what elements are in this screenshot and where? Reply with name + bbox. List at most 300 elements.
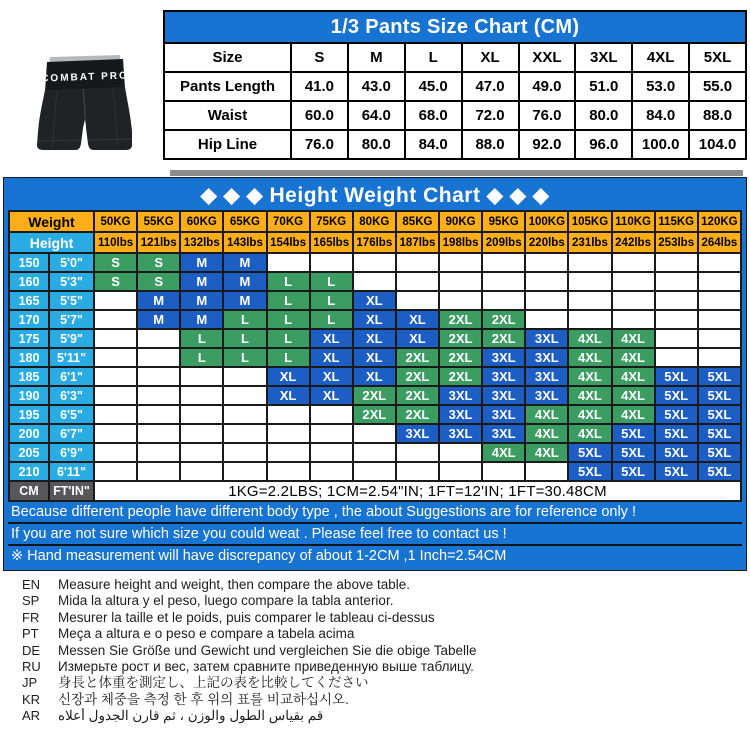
size-cell: 3XL bbox=[439, 386, 482, 405]
size-cell: L bbox=[310, 310, 353, 329]
empty-cell bbox=[525, 253, 568, 272]
height-ft-cell: 5'11" bbox=[49, 348, 94, 367]
empty-cell bbox=[698, 348, 741, 367]
size-cell: M bbox=[223, 291, 266, 310]
size-cell: XL bbox=[353, 367, 396, 386]
pants-value-cell: 68.0 bbox=[405, 101, 462, 130]
pants-col-header: 4XL bbox=[632, 43, 689, 72]
height-cm-cell: 150 bbox=[9, 253, 49, 272]
size-cell: 2XL bbox=[439, 329, 482, 348]
size-cell: L bbox=[267, 348, 310, 367]
weight-lbs-cell: 264lbs bbox=[698, 232, 741, 253]
language-text: Meça a altura e o peso e compare a tabela acima bbox=[58, 626, 355, 642]
empty-cell bbox=[180, 386, 223, 405]
size-cell: 3XL bbox=[482, 424, 525, 443]
pants-col-header: S bbox=[291, 43, 348, 72]
language-row-sp bbox=[22, 593, 750, 609]
size-cell: 3XL bbox=[482, 348, 525, 367]
empty-cell bbox=[137, 348, 180, 367]
pants-table-title: 1/3 Pants Size Chart (CM) bbox=[164, 11, 746, 43]
size-cell: 3XL bbox=[525, 329, 568, 348]
weight-kg-cell: 120KG bbox=[698, 211, 741, 232]
size-cell: L bbox=[310, 291, 353, 310]
language-text: 身長と体重を測定し、上記の表を比較してください bbox=[58, 675, 369, 691]
pants-value-cell: 53.0 bbox=[632, 72, 689, 101]
language-code: JP bbox=[22, 675, 38, 691]
empty-cell bbox=[698, 253, 741, 272]
weight-header-row bbox=[9, 211, 741, 232]
empty-cell bbox=[94, 424, 137, 443]
pants-value-cell: 60.0 bbox=[291, 101, 348, 130]
height-data-row bbox=[9, 424, 741, 443]
size-cell: 4XL bbox=[612, 405, 655, 424]
empty-cell bbox=[698, 272, 741, 291]
pants-data-row bbox=[164, 130, 746, 159]
empty-cell bbox=[698, 291, 741, 310]
empty-cell bbox=[94, 367, 137, 386]
size-cell: 5XL bbox=[698, 424, 741, 443]
height-cm-cell: 210 bbox=[9, 462, 49, 481]
empty-cell bbox=[396, 253, 439, 272]
empty-cell bbox=[353, 253, 396, 272]
size-cell: 4XL bbox=[525, 443, 568, 462]
height-cm-cell: 160 bbox=[9, 272, 49, 291]
empty-cell bbox=[698, 310, 741, 329]
height-weight-chart-title: ◆ ◆ ◆ Height Weight Chart ◆ ◆ ◆ bbox=[200, 184, 550, 207]
notice-banners bbox=[8, 502, 742, 566]
empty-cell bbox=[655, 253, 698, 272]
size-cell: 4XL bbox=[482, 443, 525, 462]
empty-cell bbox=[655, 348, 698, 367]
weight-kg-cell: 65KG bbox=[223, 211, 266, 232]
empty-cell bbox=[439, 291, 482, 310]
height-ft-cell: 6'11" bbox=[49, 462, 94, 481]
size-cell: 5XL bbox=[612, 443, 655, 462]
size-cell: 2XL bbox=[439, 367, 482, 386]
language-row-jp bbox=[22, 675, 750, 691]
empty-cell bbox=[267, 424, 310, 443]
pants-value-cell: 45.0 bbox=[405, 72, 462, 101]
weight-lbs-cell: 165lbs bbox=[310, 232, 353, 253]
empty-cell bbox=[180, 443, 223, 462]
footer-row bbox=[9, 481, 741, 501]
weight-label: Weight bbox=[9, 211, 94, 232]
pants-value-cell: 64.0 bbox=[348, 101, 405, 130]
empty-cell bbox=[396, 443, 439, 462]
language-code: FR bbox=[22, 609, 40, 625]
language-row-fr bbox=[22, 610, 750, 626]
height-ft-cell: 5'3" bbox=[49, 272, 94, 291]
notice-banner: ※ Hand measurement will have discrepancy of about 1-2CM ,1 Inch=2.54CM bbox=[8, 544, 742, 566]
language-code: EN bbox=[22, 577, 41, 592]
size-cell: 4XL bbox=[612, 348, 655, 367]
height-cm-cell: 185 bbox=[9, 367, 49, 386]
pants-data-row bbox=[164, 101, 746, 130]
language-code: DE bbox=[22, 642, 41, 658]
empty-cell bbox=[482, 291, 525, 310]
empty-cell bbox=[353, 424, 396, 443]
size-cell: M bbox=[223, 253, 266, 272]
size-cell: 2XL bbox=[396, 405, 439, 424]
size-cell: M bbox=[137, 310, 180, 329]
height-cm-cell: 165 bbox=[9, 291, 49, 310]
empty-cell bbox=[137, 329, 180, 348]
empty-cell bbox=[137, 462, 180, 481]
height-ft-cell: 5'0" bbox=[49, 253, 94, 272]
empty-cell bbox=[396, 462, 439, 481]
pants-data-row bbox=[164, 72, 746, 101]
pants-value-cell: 88.0 bbox=[689, 101, 746, 130]
size-cell: 4XL bbox=[568, 424, 611, 443]
size-cell: M bbox=[180, 310, 223, 329]
empty-cell bbox=[439, 253, 482, 272]
size-cell: XL bbox=[310, 348, 353, 367]
height-ft-cell: 5'7" bbox=[49, 310, 94, 329]
size-cell: 5XL bbox=[655, 386, 698, 405]
size-cell: XL bbox=[267, 386, 310, 405]
size-cell: 3XL bbox=[482, 405, 525, 424]
height-weight-chart bbox=[3, 177, 747, 571]
empty-cell bbox=[353, 462, 396, 481]
size-cell: 5XL bbox=[698, 443, 741, 462]
pants-value-cell: 47.0 bbox=[462, 72, 519, 101]
product-photo bbox=[5, 2, 160, 160]
size-cell: L bbox=[267, 329, 310, 348]
weight-kg-cell: 90KG bbox=[439, 211, 482, 232]
size-cell: S bbox=[137, 253, 180, 272]
language-text: Messen Sie Größe und Gewicht und vergleichen Sie die obige Tabelle bbox=[58, 642, 477, 658]
size-cell: 4XL bbox=[568, 348, 611, 367]
divider-bar bbox=[170, 170, 743, 176]
size-cell: 4XL bbox=[612, 386, 655, 405]
language-row-kr bbox=[22, 692, 750, 708]
unit-conversion-text: 1KG=2.2LBS; 1CM=2.54"IN; 1FT=12'IN; 1FT=30.48CM bbox=[94, 481, 741, 501]
empty-cell bbox=[94, 348, 137, 367]
empty-cell bbox=[310, 443, 353, 462]
size-cell: L bbox=[180, 329, 223, 348]
pants-col-header-label: Size bbox=[164, 43, 291, 72]
size-cell: XL bbox=[353, 348, 396, 367]
pants-value-cell: 41.0 bbox=[291, 72, 348, 101]
size-cell: L bbox=[223, 329, 266, 348]
empty-cell bbox=[267, 443, 310, 462]
size-cell: 4XL bbox=[525, 424, 568, 443]
size-cell: 5XL bbox=[612, 462, 655, 481]
top-section bbox=[0, 0, 750, 168]
footer-ftin-label: FT'IN" bbox=[49, 481, 94, 501]
weight-kg-cell: 80KG bbox=[353, 211, 396, 232]
size-cell: 4XL bbox=[568, 386, 611, 405]
height-ft-cell: 6'5" bbox=[49, 405, 94, 424]
pants-row-label: Waist bbox=[164, 101, 291, 130]
size-cell: 2XL bbox=[396, 386, 439, 405]
height-data-row bbox=[9, 310, 741, 329]
size-cell: XL bbox=[310, 367, 353, 386]
size-cell: M bbox=[180, 291, 223, 310]
pants-row-label: Pants Length bbox=[164, 72, 291, 101]
height-ft-cell: 5'5" bbox=[49, 291, 94, 310]
language-code: AR bbox=[22, 708, 41, 724]
size-cell: 2XL bbox=[439, 310, 482, 329]
pants-value-cell: 84.0 bbox=[632, 101, 689, 130]
size-cell: XL bbox=[267, 367, 310, 386]
weight-kg-cell: 70KG bbox=[267, 211, 310, 232]
weight-kg-cell: 75KG bbox=[310, 211, 353, 232]
pants-size-table bbox=[163, 10, 747, 160]
height-cm-cell: 200 bbox=[9, 424, 49, 443]
empty-cell bbox=[568, 291, 611, 310]
empty-cell bbox=[180, 462, 223, 481]
pants-row-label: Hip Line bbox=[164, 130, 291, 159]
size-cell: 5XL bbox=[612, 424, 655, 443]
height-cm-cell: 190 bbox=[9, 386, 49, 405]
size-cell: 4XL bbox=[568, 329, 611, 348]
empty-cell bbox=[482, 253, 525, 272]
height-data-row bbox=[9, 348, 741, 367]
size-cell: S bbox=[94, 253, 137, 272]
weight-lbs-cell: 154lbs bbox=[267, 232, 310, 253]
size-cell: S bbox=[137, 272, 180, 291]
size-cell: 3XL bbox=[482, 367, 525, 386]
size-cell: 5XL bbox=[655, 462, 698, 481]
size-cell: 4XL bbox=[612, 329, 655, 348]
pants-title-row bbox=[164, 11, 746, 43]
empty-cell bbox=[94, 405, 137, 424]
empty-cell bbox=[94, 462, 137, 481]
size-cell: 2XL bbox=[482, 310, 525, 329]
size-cell: 4XL bbox=[612, 367, 655, 386]
weight-kg-cell: 115KG bbox=[655, 211, 698, 232]
weight-kg-cell: 60KG bbox=[180, 211, 223, 232]
notice-banner: If you are not sure which size you could weat . Please feel free to contact us ! bbox=[8, 522, 742, 544]
empty-cell bbox=[223, 424, 266, 443]
size-cell: 3XL bbox=[525, 386, 568, 405]
empty-cell bbox=[396, 291, 439, 310]
weight-lbs-cell: 121lbs bbox=[137, 232, 180, 253]
weight-lbs-cell: 220lbs bbox=[525, 232, 568, 253]
height-cm-cell: 175 bbox=[9, 329, 49, 348]
size-cell: 3XL bbox=[396, 424, 439, 443]
height-cm-cell: 205 bbox=[9, 443, 49, 462]
language-row-en bbox=[22, 577, 750, 593]
size-cell: 3XL bbox=[439, 405, 482, 424]
empty-cell bbox=[612, 253, 655, 272]
language-row-ar bbox=[22, 708, 750, 724]
empty-cell bbox=[698, 329, 741, 348]
weight-kg-cell: 85KG bbox=[396, 211, 439, 232]
weight-kg-cell: 55KG bbox=[137, 211, 180, 232]
empty-cell bbox=[223, 462, 266, 481]
height-data-row bbox=[9, 272, 741, 291]
empty-cell bbox=[94, 291, 137, 310]
pants-value-cell: 55.0 bbox=[689, 72, 746, 101]
language-code: PT bbox=[22, 626, 39, 642]
weight-kg-cell: 100KG bbox=[525, 211, 568, 232]
weight-lbs-cell: 187lbs bbox=[396, 232, 439, 253]
language-code: SP bbox=[22, 593, 40, 609]
weight-lbs-row bbox=[9, 232, 741, 253]
weight-lbs-cell: 143lbs bbox=[223, 232, 266, 253]
size-cell: 2XL bbox=[353, 405, 396, 424]
pants-value-cell: 96.0 bbox=[575, 130, 632, 159]
size-cell: 3XL bbox=[525, 367, 568, 386]
empty-cell bbox=[267, 253, 310, 272]
empty-cell bbox=[353, 443, 396, 462]
language-notes bbox=[22, 577, 750, 725]
empty-cell bbox=[94, 310, 137, 329]
empty-cell bbox=[267, 462, 310, 481]
size-cell: L bbox=[223, 310, 266, 329]
footer-cm-label: CM bbox=[9, 481, 49, 501]
empty-cell bbox=[137, 443, 180, 462]
pants-value-cell: 43.0 bbox=[348, 72, 405, 101]
size-cell: 5XL bbox=[698, 462, 741, 481]
empty-cell bbox=[396, 272, 439, 291]
empty-cell bbox=[482, 462, 525, 481]
pants-value-cell: 76.0 bbox=[291, 130, 348, 159]
height-ft-cell: 6'7" bbox=[49, 424, 94, 443]
empty-cell bbox=[267, 405, 310, 424]
pants-col-header: 5XL bbox=[689, 43, 746, 72]
weight-kg-cell: 95KG bbox=[482, 211, 525, 232]
language-code: KR bbox=[22, 691, 41, 707]
height-weight-grid bbox=[8, 210, 742, 502]
size-cell: 5XL bbox=[568, 462, 611, 481]
language-row-pt bbox=[22, 626, 750, 642]
size-cell: 5XL bbox=[698, 386, 741, 405]
empty-cell bbox=[180, 367, 223, 386]
language-text: Mesurer la taille et le poids, puis comparer le tableau ci-dessus bbox=[58, 609, 435, 625]
pants-value-cell: 72.0 bbox=[462, 101, 519, 130]
empty-cell bbox=[525, 272, 568, 291]
empty-cell bbox=[94, 386, 137, 405]
language-row-ru bbox=[22, 659, 750, 675]
pants-value-cell: 51.0 bbox=[575, 72, 632, 101]
empty-cell bbox=[310, 253, 353, 272]
size-cell: 2XL bbox=[439, 348, 482, 367]
pants-value-cell: 80.0 bbox=[575, 101, 632, 130]
height-cm-cell: 170 bbox=[9, 310, 49, 329]
empty-cell bbox=[439, 462, 482, 481]
size-cell: XL bbox=[310, 386, 353, 405]
waistband-text: COMBAT PRO bbox=[41, 70, 129, 85]
size-cell: 5XL bbox=[655, 405, 698, 424]
height-data-row bbox=[9, 253, 741, 272]
height-ft-cell: 6'9" bbox=[49, 443, 94, 462]
empty-cell bbox=[180, 405, 223, 424]
language-code: RU bbox=[22, 658, 41, 674]
height-data-row bbox=[9, 386, 741, 405]
weight-lbs-cell: 132lbs bbox=[180, 232, 223, 253]
empty-cell bbox=[482, 272, 525, 291]
empty-cell bbox=[180, 424, 223, 443]
size-cell: L bbox=[223, 348, 266, 367]
pants-value-cell: 84.0 bbox=[405, 130, 462, 159]
size-cell: 5XL bbox=[655, 424, 698, 443]
size-cell: 5XL bbox=[698, 405, 741, 424]
size-cell: 3XL bbox=[482, 386, 525, 405]
pants-value-cell: 92.0 bbox=[519, 130, 576, 159]
size-cell: 3XL bbox=[525, 348, 568, 367]
empty-cell bbox=[94, 443, 137, 462]
size-cell: 2XL bbox=[482, 329, 525, 348]
size-cell: XL bbox=[396, 329, 439, 348]
size-cell: L bbox=[267, 291, 310, 310]
pants-col-header: M bbox=[348, 43, 405, 72]
height-data-row bbox=[9, 443, 741, 462]
empty-cell bbox=[525, 291, 568, 310]
height-cm-cell: 180 bbox=[9, 348, 49, 367]
empty-cell bbox=[137, 424, 180, 443]
empty-cell bbox=[310, 424, 353, 443]
weight-lbs-cell: 242lbs bbox=[612, 232, 655, 253]
pants-value-cell: 49.0 bbox=[519, 72, 576, 101]
empty-cell bbox=[223, 405, 266, 424]
height-data-row bbox=[9, 291, 741, 310]
size-cell: XL bbox=[310, 329, 353, 348]
empty-cell bbox=[655, 310, 698, 329]
weight-lbs-cell: 231lbs bbox=[568, 232, 611, 253]
height-cm-cell: 195 bbox=[9, 405, 49, 424]
language-text: Mida la altura y el peso, luego compare la tabla anterior. bbox=[58, 593, 394, 609]
height-label: Height bbox=[9, 232, 94, 253]
weight-lbs-cell: 198lbs bbox=[439, 232, 482, 253]
empty-cell bbox=[310, 462, 353, 481]
size-cell: 2XL bbox=[353, 386, 396, 405]
weight-lbs-cell: 253lbs bbox=[655, 232, 698, 253]
empty-cell bbox=[223, 367, 266, 386]
size-cell: 4XL bbox=[525, 405, 568, 424]
weight-kg-cell: 50KG bbox=[94, 211, 137, 232]
empty-cell bbox=[223, 386, 266, 405]
language-text: Измерьте рост и вес, затем сравните приведенную выше таблицу. bbox=[58, 658, 474, 674]
height-data-row bbox=[9, 367, 741, 386]
size-cell: XL bbox=[353, 329, 396, 348]
size-cell: M bbox=[180, 272, 223, 291]
pants-value-cell: 80.0 bbox=[348, 130, 405, 159]
language-text: قم بقياس الطول والوزن ، ثم قارن الجدول أعلاه bbox=[58, 708, 324, 724]
empty-cell bbox=[439, 272, 482, 291]
size-cell: 2XL bbox=[396, 348, 439, 367]
shorts-image bbox=[5, 2, 160, 160]
empty-cell bbox=[223, 443, 266, 462]
empty-cell bbox=[137, 386, 180, 405]
empty-cell bbox=[310, 405, 353, 424]
size-cell: XL bbox=[353, 291, 396, 310]
empty-cell bbox=[612, 291, 655, 310]
size-cell: XL bbox=[396, 310, 439, 329]
height-ft-cell: 6'3" bbox=[49, 386, 94, 405]
size-cell: 5XL bbox=[655, 367, 698, 386]
pants-value-cell: 104.0 bbox=[689, 130, 746, 159]
size-cell: L bbox=[267, 272, 310, 291]
weight-lbs-cell: 176lbs bbox=[353, 232, 396, 253]
size-cell: L bbox=[180, 348, 223, 367]
empty-cell bbox=[525, 310, 568, 329]
size-cell: M bbox=[223, 272, 266, 291]
empty-cell bbox=[137, 367, 180, 386]
size-cell: XL bbox=[353, 310, 396, 329]
size-cell: M bbox=[137, 291, 180, 310]
empty-cell bbox=[612, 310, 655, 329]
weight-lbs-cell: 110lbs bbox=[94, 232, 137, 253]
pants-col-header: L bbox=[405, 43, 462, 72]
height-ft-cell: 5'9" bbox=[49, 329, 94, 348]
empty-cell bbox=[568, 253, 611, 272]
empty-cell bbox=[568, 310, 611, 329]
height-data-row bbox=[9, 405, 741, 424]
empty-cell bbox=[525, 462, 568, 481]
